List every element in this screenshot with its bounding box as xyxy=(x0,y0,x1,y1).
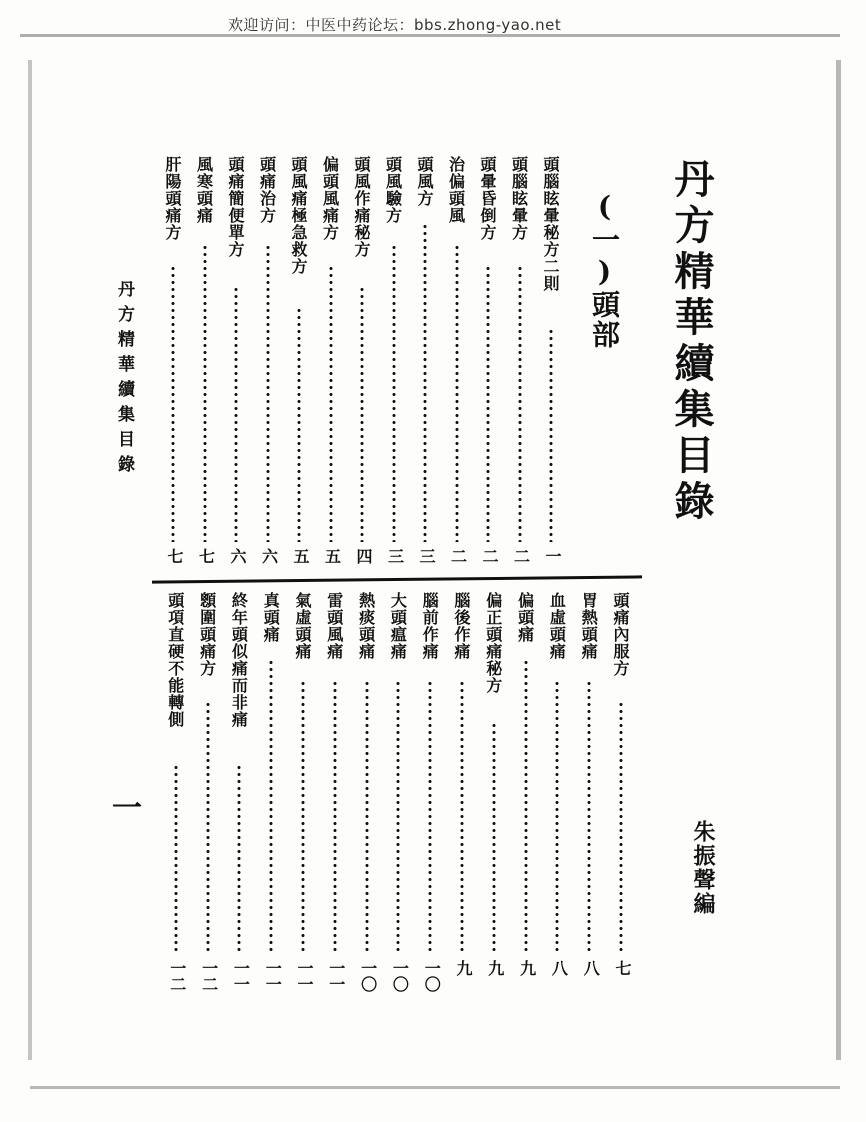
toc-entry xyxy=(225,156,247,588)
leader-dots xyxy=(171,265,175,542)
leader-dots xyxy=(460,680,464,954)
toc-entry-title: 頭風痛極急救方 xyxy=(289,156,308,275)
leader-dots xyxy=(297,307,301,542)
scan-edge-left xyxy=(28,60,32,1060)
toc-entry-title: 頭風方 xyxy=(415,156,434,207)
toc-page-number: 二 xyxy=(448,548,468,564)
leader-dots xyxy=(486,265,490,542)
leader-dots xyxy=(266,244,270,542)
toc-entry xyxy=(356,592,378,1000)
leader-dots xyxy=(234,286,238,542)
toc-entry xyxy=(351,156,373,588)
toc-page-number: 三 xyxy=(385,548,405,564)
toc-page-number: 九 xyxy=(454,960,473,976)
toc-page-number: 六 xyxy=(259,548,279,564)
toc-entry-title: 肝陽頭痛方 xyxy=(163,156,182,241)
toc-page-number: 一一 xyxy=(263,960,283,992)
toc-entry xyxy=(260,592,282,1000)
toc-entry xyxy=(419,592,441,1000)
toc-entry-title: 頭腦眩暈秘方二則 xyxy=(541,156,560,292)
toc-entry-title: 真頭痛 xyxy=(261,592,281,643)
toc-page-number: 七 xyxy=(165,548,184,564)
toc-entry xyxy=(257,156,279,588)
toc-page-number: 一〇 xyxy=(390,960,410,992)
toc-page-number: 一二 xyxy=(167,960,187,992)
leader-dots xyxy=(206,701,210,954)
toc-page-number: 九 xyxy=(517,960,537,976)
leader-dots xyxy=(555,680,559,954)
toc-entry xyxy=(387,592,409,1000)
toc-page-number: 一 xyxy=(543,548,562,564)
leader-dots xyxy=(392,244,396,542)
toc-entry xyxy=(194,156,216,588)
toc-entry xyxy=(162,156,184,588)
toc-entry-title: 頭痛治方 xyxy=(257,156,277,224)
leader-dots xyxy=(492,722,496,954)
toc-page-number: 一一 xyxy=(295,960,314,992)
leader-dots xyxy=(423,223,427,542)
margin-title: 丹方精華續集目錄 xyxy=(114,280,134,480)
toc-entry-title: 胃熱頭痛 xyxy=(579,592,599,660)
leader-dots xyxy=(587,680,591,954)
toc-entry-title: 偏頭風痛方 xyxy=(320,156,340,241)
toc-entry-title: 頭腦眩暈方 xyxy=(509,156,529,241)
toc-entry xyxy=(288,156,310,588)
toc-entry-title: 頭項直硬不能轉側 xyxy=(165,592,185,728)
toc-page-number: 七 xyxy=(196,548,216,564)
toc-entry xyxy=(540,156,562,588)
toc-page-number: 二 xyxy=(511,548,531,564)
toc-entry xyxy=(483,592,505,1000)
toc-entry xyxy=(446,156,468,588)
leader-dots xyxy=(360,286,364,542)
book-title: 丹方精華續集目錄 xyxy=(668,158,715,526)
toc-entry-title: 頭痛簡便單方 xyxy=(226,156,245,258)
toc-entry-title: 偏正頭痛秘方 xyxy=(483,592,503,694)
leader-dots xyxy=(203,244,207,542)
toc-entry xyxy=(165,592,187,1000)
toc-entry xyxy=(320,156,342,588)
author-credit: 朱振聲編 xyxy=(690,820,716,916)
toc-page-number: 三 xyxy=(417,548,436,564)
toc-page-number: 二 xyxy=(480,548,499,564)
toc-entry xyxy=(451,592,473,1000)
toc-entry-title: 頭痛內服方 xyxy=(611,592,630,677)
leader-dots xyxy=(237,764,241,954)
toc-page-number: 七 xyxy=(613,960,632,976)
leader-dots xyxy=(549,328,553,542)
leader-dots xyxy=(524,659,528,954)
toc-entry-title: 血虛頭痛 xyxy=(547,592,567,660)
toc-entry xyxy=(324,592,346,1000)
toc-entry-title: 偏頭痛 xyxy=(515,592,535,643)
toc-entry-title: 終年頭似痛而非痛 xyxy=(229,592,249,728)
scan-edge-right xyxy=(836,60,841,1060)
toc-entry-title: 頭暈昏倒方 xyxy=(478,156,497,241)
toc-page-number: 九 xyxy=(485,960,505,976)
toc-page-number: 一〇 xyxy=(422,960,442,992)
toc-entry-title: 氣虛頭痛 xyxy=(293,592,312,660)
toc-page-number: 五 xyxy=(291,548,310,564)
toc-entry-title: 治偏頭風 xyxy=(446,156,466,224)
toc-page-number: 四 xyxy=(354,548,373,564)
toc-entry xyxy=(414,156,436,588)
toc-entry xyxy=(515,592,537,1000)
toc-entry xyxy=(292,592,314,1000)
toc-entry xyxy=(509,156,531,588)
toc-entry-title: 顖圍頭痛方 xyxy=(197,592,217,677)
toc-entry-title: 風寒頭痛 xyxy=(194,156,214,224)
toc-entry xyxy=(546,592,568,1000)
toc-page-number: 八 xyxy=(549,960,569,976)
toc-entry-title: 雷頭風痛 xyxy=(324,592,344,660)
toc-entry xyxy=(383,156,405,588)
toc-page-number: 一〇 xyxy=(358,960,378,992)
toc-entry-title: 頭風作痛秘方 xyxy=(352,156,371,258)
toc-entry xyxy=(477,156,499,588)
leader-dots xyxy=(428,680,432,954)
leader-dots xyxy=(329,265,333,542)
toc-page-number: 一一 xyxy=(231,960,251,992)
toc-page-number: 一一 xyxy=(326,960,346,992)
toc-entry-title: 頭風驗方 xyxy=(383,156,403,224)
leader-dots xyxy=(365,680,369,954)
toc-page-number: 五 xyxy=(322,548,342,564)
toc-page-number: 八 xyxy=(581,960,601,976)
leader-dots xyxy=(455,244,459,542)
leader-dots xyxy=(333,680,337,954)
toc-entry-title: 熱痰頭痛 xyxy=(356,592,376,660)
toc-page-number: 六 xyxy=(228,548,247,564)
leader-dots xyxy=(518,265,522,542)
scan-edge-bottom xyxy=(30,1086,840,1089)
toc-entry-title: 大頭瘟痛 xyxy=(388,592,408,660)
toc-entry xyxy=(610,592,632,1000)
toc-entry xyxy=(578,592,600,1000)
toc-entry-title: 腦前作痛 xyxy=(420,592,440,660)
margin-page-number: 一 xyxy=(112,791,142,826)
toc-entry-title: 腦後作痛 xyxy=(452,592,471,660)
toc-entry xyxy=(228,592,250,1000)
toc-entry xyxy=(197,592,219,1000)
leader-dots xyxy=(619,701,623,954)
leader-dots xyxy=(301,680,305,954)
toc-page-number: 一二 xyxy=(199,960,219,992)
watermark-text: 欢迎访问：中医中药论坛：bbs.zhong-yao.net xyxy=(228,16,562,34)
leader-dots xyxy=(396,680,400,954)
leader-dots xyxy=(174,764,178,954)
leader-dots xyxy=(269,659,273,954)
section-heading: (一)頭部 xyxy=(588,190,621,350)
